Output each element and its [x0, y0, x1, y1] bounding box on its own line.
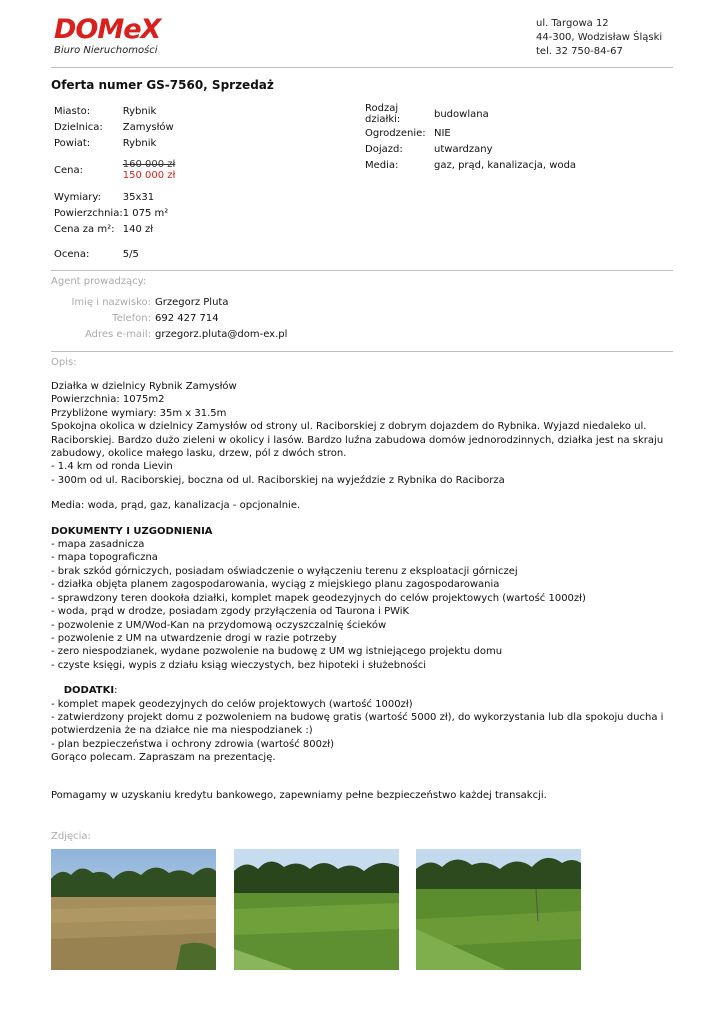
photo-1[interactable]	[51, 849, 216, 970]
detail-row-plot-type	[365, 103, 576, 125]
offer-title: Oferta numer GS-7560, Sprzedaż	[51, 78, 274, 92]
address-phone: tel. 32 750-84-67	[536, 46, 623, 57]
detail-row-utilities	[365, 157, 576, 173]
detail-key: Dojazd:	[365, 143, 403, 155]
docs-item: - działka objęta planem zagospodarowania, wyciąg z miejskiego planu zagospodarowania	[51, 579, 500, 591]
extras-heading-line: DODATKI:	[63, 685, 118, 697]
desc-line: Działka w dzielnicy Rybnik Zamysłów	[51, 381, 237, 392]
agent-info	[51, 294, 287, 342]
detail-row-county	[54, 135, 175, 151]
logo-wordmark: DOMeX	[54, 14, 161, 45]
price-old: 160 000 zł	[122, 159, 176, 170]
photos-section-label: Zdjęcia:	[51, 831, 91, 842]
photo-2[interactable]	[234, 849, 399, 970]
detail-row-price	[54, 151, 175, 189]
desc-line: Przybliżone wymiary: 35m x 31.5m	[51, 407, 227, 419]
detail-row-price-per-m2	[54, 221, 175, 237]
extras-heading: DODATKI	[63, 685, 115, 697]
closing-note: Pomagamy w uzyskaniu kredytu bankowego, zapewniamy pełne bezpieczeństwo każdej transakcji.	[51, 789, 547, 801]
detail-value: 35x31	[122, 191, 155, 203]
docs-item: - sprawdzony teren dookoła działki, komplet mapek geodezyjnych do celów projektowych (wartość 1000zł)	[51, 592, 586, 604]
price-key: Cena:	[54, 164, 83, 176]
docs-item: - mapa zasadnicza	[51, 539, 145, 551]
details-divider	[51, 270, 673, 271]
rating-key: Ocena:	[54, 248, 90, 260]
agent-key: Telefon:	[112, 312, 151, 324]
detail-key: Ogrodzenie:	[365, 127, 426, 139]
detail-value: Zamysłów	[122, 121, 174, 133]
agent-divider	[51, 351, 673, 352]
agent-email[interactable]: grzegorz.pluta@dom-ex.pl	[155, 328, 288, 340]
detail-row-rating	[54, 246, 175, 262]
agent-row-phone	[51, 310, 287, 326]
detail-row-access	[365, 141, 576, 157]
docs-item: - zero niespodzianek, wydane pozwolenie na budowę z UM wg istniejącego projektu domu	[51, 646, 503, 658]
description-section-label: Opis:	[51, 357, 77, 368]
detail-key: Wymiary:	[54, 191, 101, 203]
closing-recommendation: Gorąco polecam. Zapraszam na prezentację.	[51, 752, 276, 764]
desc-media: Media: woda, prąd, gaz, kanalizacja - opcjonalnie.	[51, 500, 301, 512]
docs-item: - pozwolenie z UM/Wod-Kan na przydomową oczyszczalnię ścieków	[51, 619, 387, 631]
extras-item: - komplet mapek geodezyjnych do celów projektowych (wartość 1000zł)	[51, 698, 413, 710]
agent-row-email	[51, 326, 287, 342]
detail-row-city	[54, 103, 175, 119]
agent-key: Adres e-mail:	[84, 328, 151, 340]
docs-item: - pozwolenie z UM na utwardzenie drogi w razie potrzeby	[51, 632, 337, 644]
agent-key: Imię i nazwisko:	[71, 296, 151, 308]
docs-item: - czyste księgi, wypis z działu ksiąg wieczystych, bez hipoteki i służebności	[51, 659, 427, 671]
detail-value: 140 zł	[122, 223, 154, 235]
detail-key: Rodzaj działki:	[365, 103, 401, 125]
details-left	[54, 103, 175, 262]
detail-key: Cena za m²:	[54, 223, 115, 235]
rating-value: 5/5	[122, 248, 139, 260]
docs-item: - mapa topograficzna	[51, 552, 158, 564]
detail-value: NIE	[434, 127, 451, 139]
desc-line: - 1.4 km od ronda Lievin	[51, 461, 173, 473]
docs-heading: DOKUMENTY I UZGODNIENIA	[51, 525, 213, 537]
detail-key: Powierzchnia:	[54, 207, 123, 219]
docs-item: - woda, prąd w drodze, posiadam zgody przyłączenia od Taurona i PWiK	[51, 606, 410, 618]
detail-row-fence	[365, 125, 576, 141]
detail-value: gaz, prąd, kanalizacja, woda	[434, 159, 577, 171]
agent-row-name	[51, 294, 287, 310]
address-street: ul. Targowa 12	[536, 18, 609, 29]
photo-3[interactable]	[416, 849, 581, 970]
price-values	[123, 151, 176, 189]
agent-section-label: Agent prowadzący:	[51, 276, 147, 287]
detail-value: budowlana	[434, 108, 489, 120]
desc-line: - 300m od ul. Raciborskiej, boczna od ul. Raciborskiej na wyjeździe z Rybnika do Raciborza	[51, 474, 505, 486]
detail-row-district	[54, 119, 175, 135]
desc-paragraph: Spokojna okolica w dzielnicy Zamysłów od strony ul. Raciborskiej z dobrym dojazdem do Rybnika. Wyjazd niedaleko ul. Raciborskiej. Bardzo dużo zieleni w okolicy i lasów. Bardzo luźna zabudowa domów jednorodzinnych, działka jest na skraju zabudowy, okolice małego lasku, drzew, pól z dwóch stron.	[51, 421, 664, 460]
agent-name: Grzegorz Pluta	[155, 296, 229, 308]
agent-phone[interactable]: 692 427 714	[155, 312, 219, 324]
desc-line: Powierzchnia: 1075m2	[51, 394, 165, 406]
company-address	[536, 17, 662, 59]
extras-item: - plan bezpieczeństwa i ochrony zdrowia (wartość 800zł)	[51, 738, 334, 750]
detail-key: Miasto:	[54, 105, 91, 117]
header-divider	[51, 67, 673, 68]
detail-row-area	[54, 205, 175, 221]
detail-value: utwardzany	[434, 143, 493, 155]
address-city: 44-300, Wodzisław Śląski	[536, 32, 663, 43]
detail-key: Powiat:	[54, 137, 91, 149]
description-body	[51, 380, 675, 802]
docs-item: - brak szkód górniczych, posiadam oświadczenie o wyłączeniu terenu z eksploatacji górniczej	[51, 565, 518, 577]
company-logo	[54, 16, 160, 56]
price-new: 150 000 zł	[122, 170, 176, 181]
detail-value: Rybnik	[122, 105, 157, 117]
details-right	[365, 103, 576, 173]
detail-key: Dzielnica:	[54, 121, 103, 133]
detail-key: Media:	[365, 159, 399, 171]
detail-value: 1 075 m²	[122, 207, 169, 219]
extras-item: - zatwierdzony projekt domu z pozwoleniem na budowę gratis (wartość 5000 zł), do wykorzystania lub dla spokoju ducha i potwierdzenia że na działce nie ma niespodzianek :)	[51, 711, 664, 737]
detail-value: Rybnik	[122, 137, 157, 149]
logo-subtitle: Biuro Nieruchomości	[54, 45, 158, 56]
detail-row-dimensions	[54, 189, 175, 205]
